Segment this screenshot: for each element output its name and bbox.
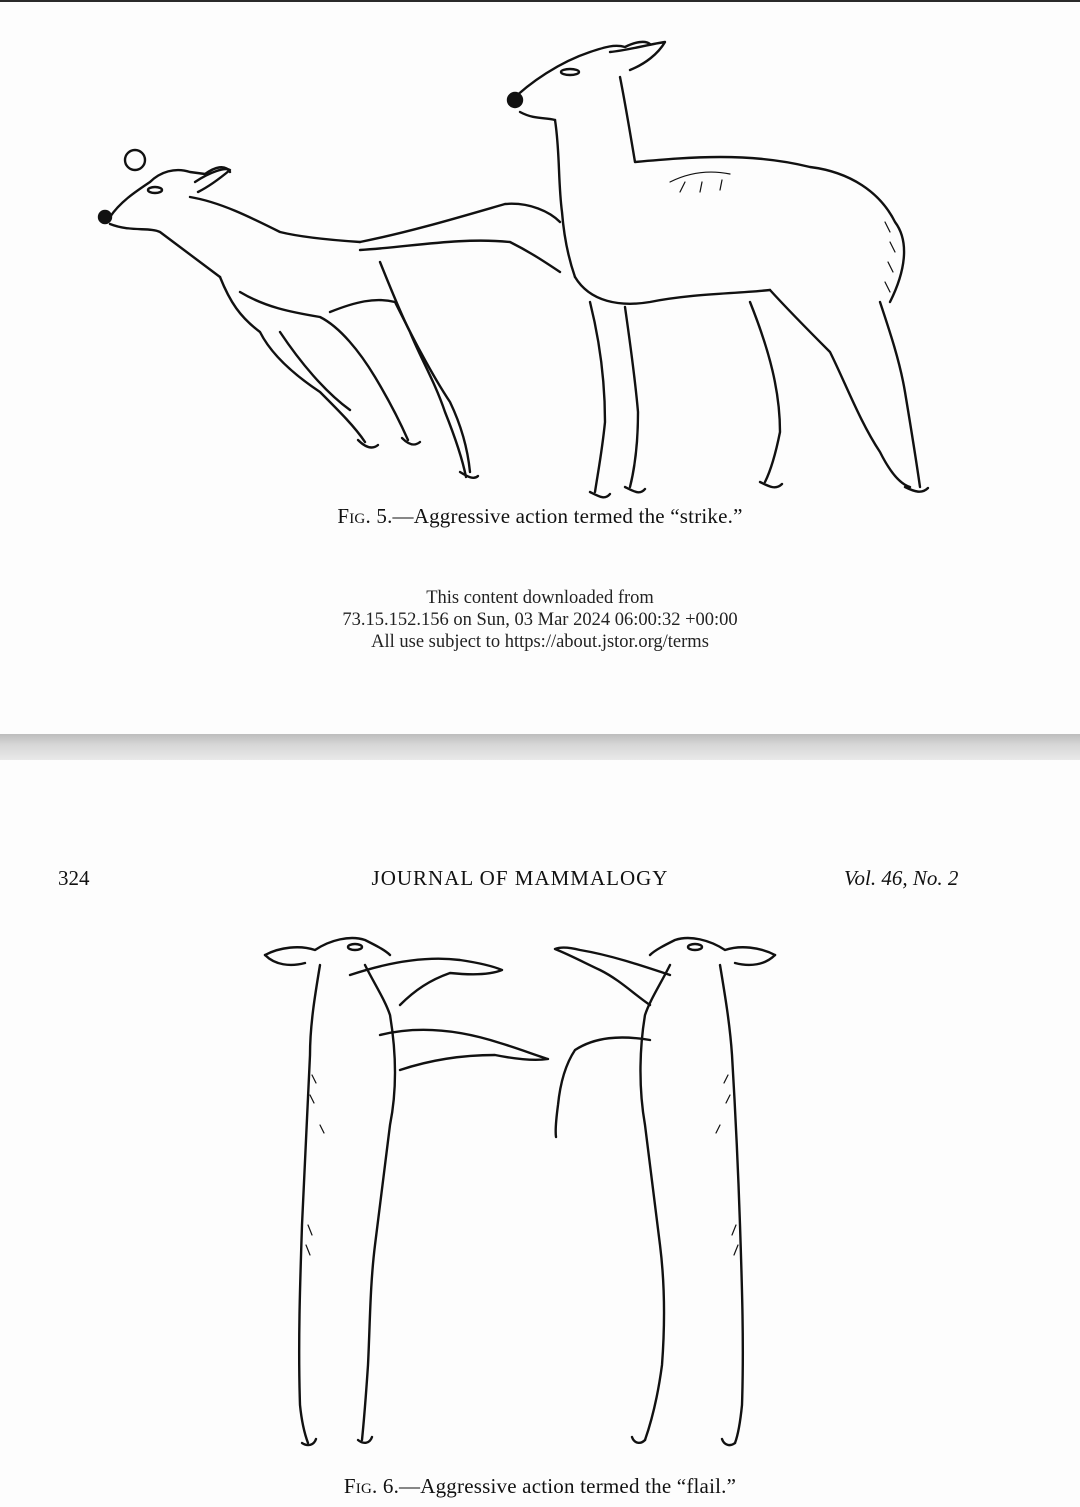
figure-5-illustration (90, 32, 950, 502)
striking-deer (360, 42, 928, 497)
figure-5-caption-text: —Aggressive action termed the “strike.” (392, 504, 743, 528)
page-top (0, 0, 1080, 734)
figure-5-label: Fig. 5. (337, 504, 393, 528)
download-notice-line-2: 73.15.152.156 on Sun, 03 Mar 2024 06:00:32 +00:00 (342, 610, 738, 630)
figure-5-caption (0, 504, 1080, 529)
volume-issue: Vol. 46, No. 2 (844, 866, 959, 890)
journal-title: JOURNAL OF MAMMALOGY (371, 866, 669, 890)
left-rearing-deer (265, 938, 548, 1445)
page-number: 324 (58, 866, 90, 890)
download-notice (0, 587, 1080, 653)
figure-6-caption-text: —Aggressive action termed the “flail.” (399, 1474, 737, 1498)
download-notice-line-1: This content downloaded from (426, 588, 654, 608)
page-separator (0, 734, 1080, 760)
figure-6-label: Fig. 6. (343, 1474, 400, 1498)
fleeing-deer (99, 150, 478, 478)
figure-6-illustration (250, 925, 790, 1455)
right-rearing-deer (555, 938, 775, 1445)
download-notice-line-3: All use subject to https://about.jstor.org/terms (371, 632, 709, 652)
figure-6-caption (0, 1474, 1080, 1499)
